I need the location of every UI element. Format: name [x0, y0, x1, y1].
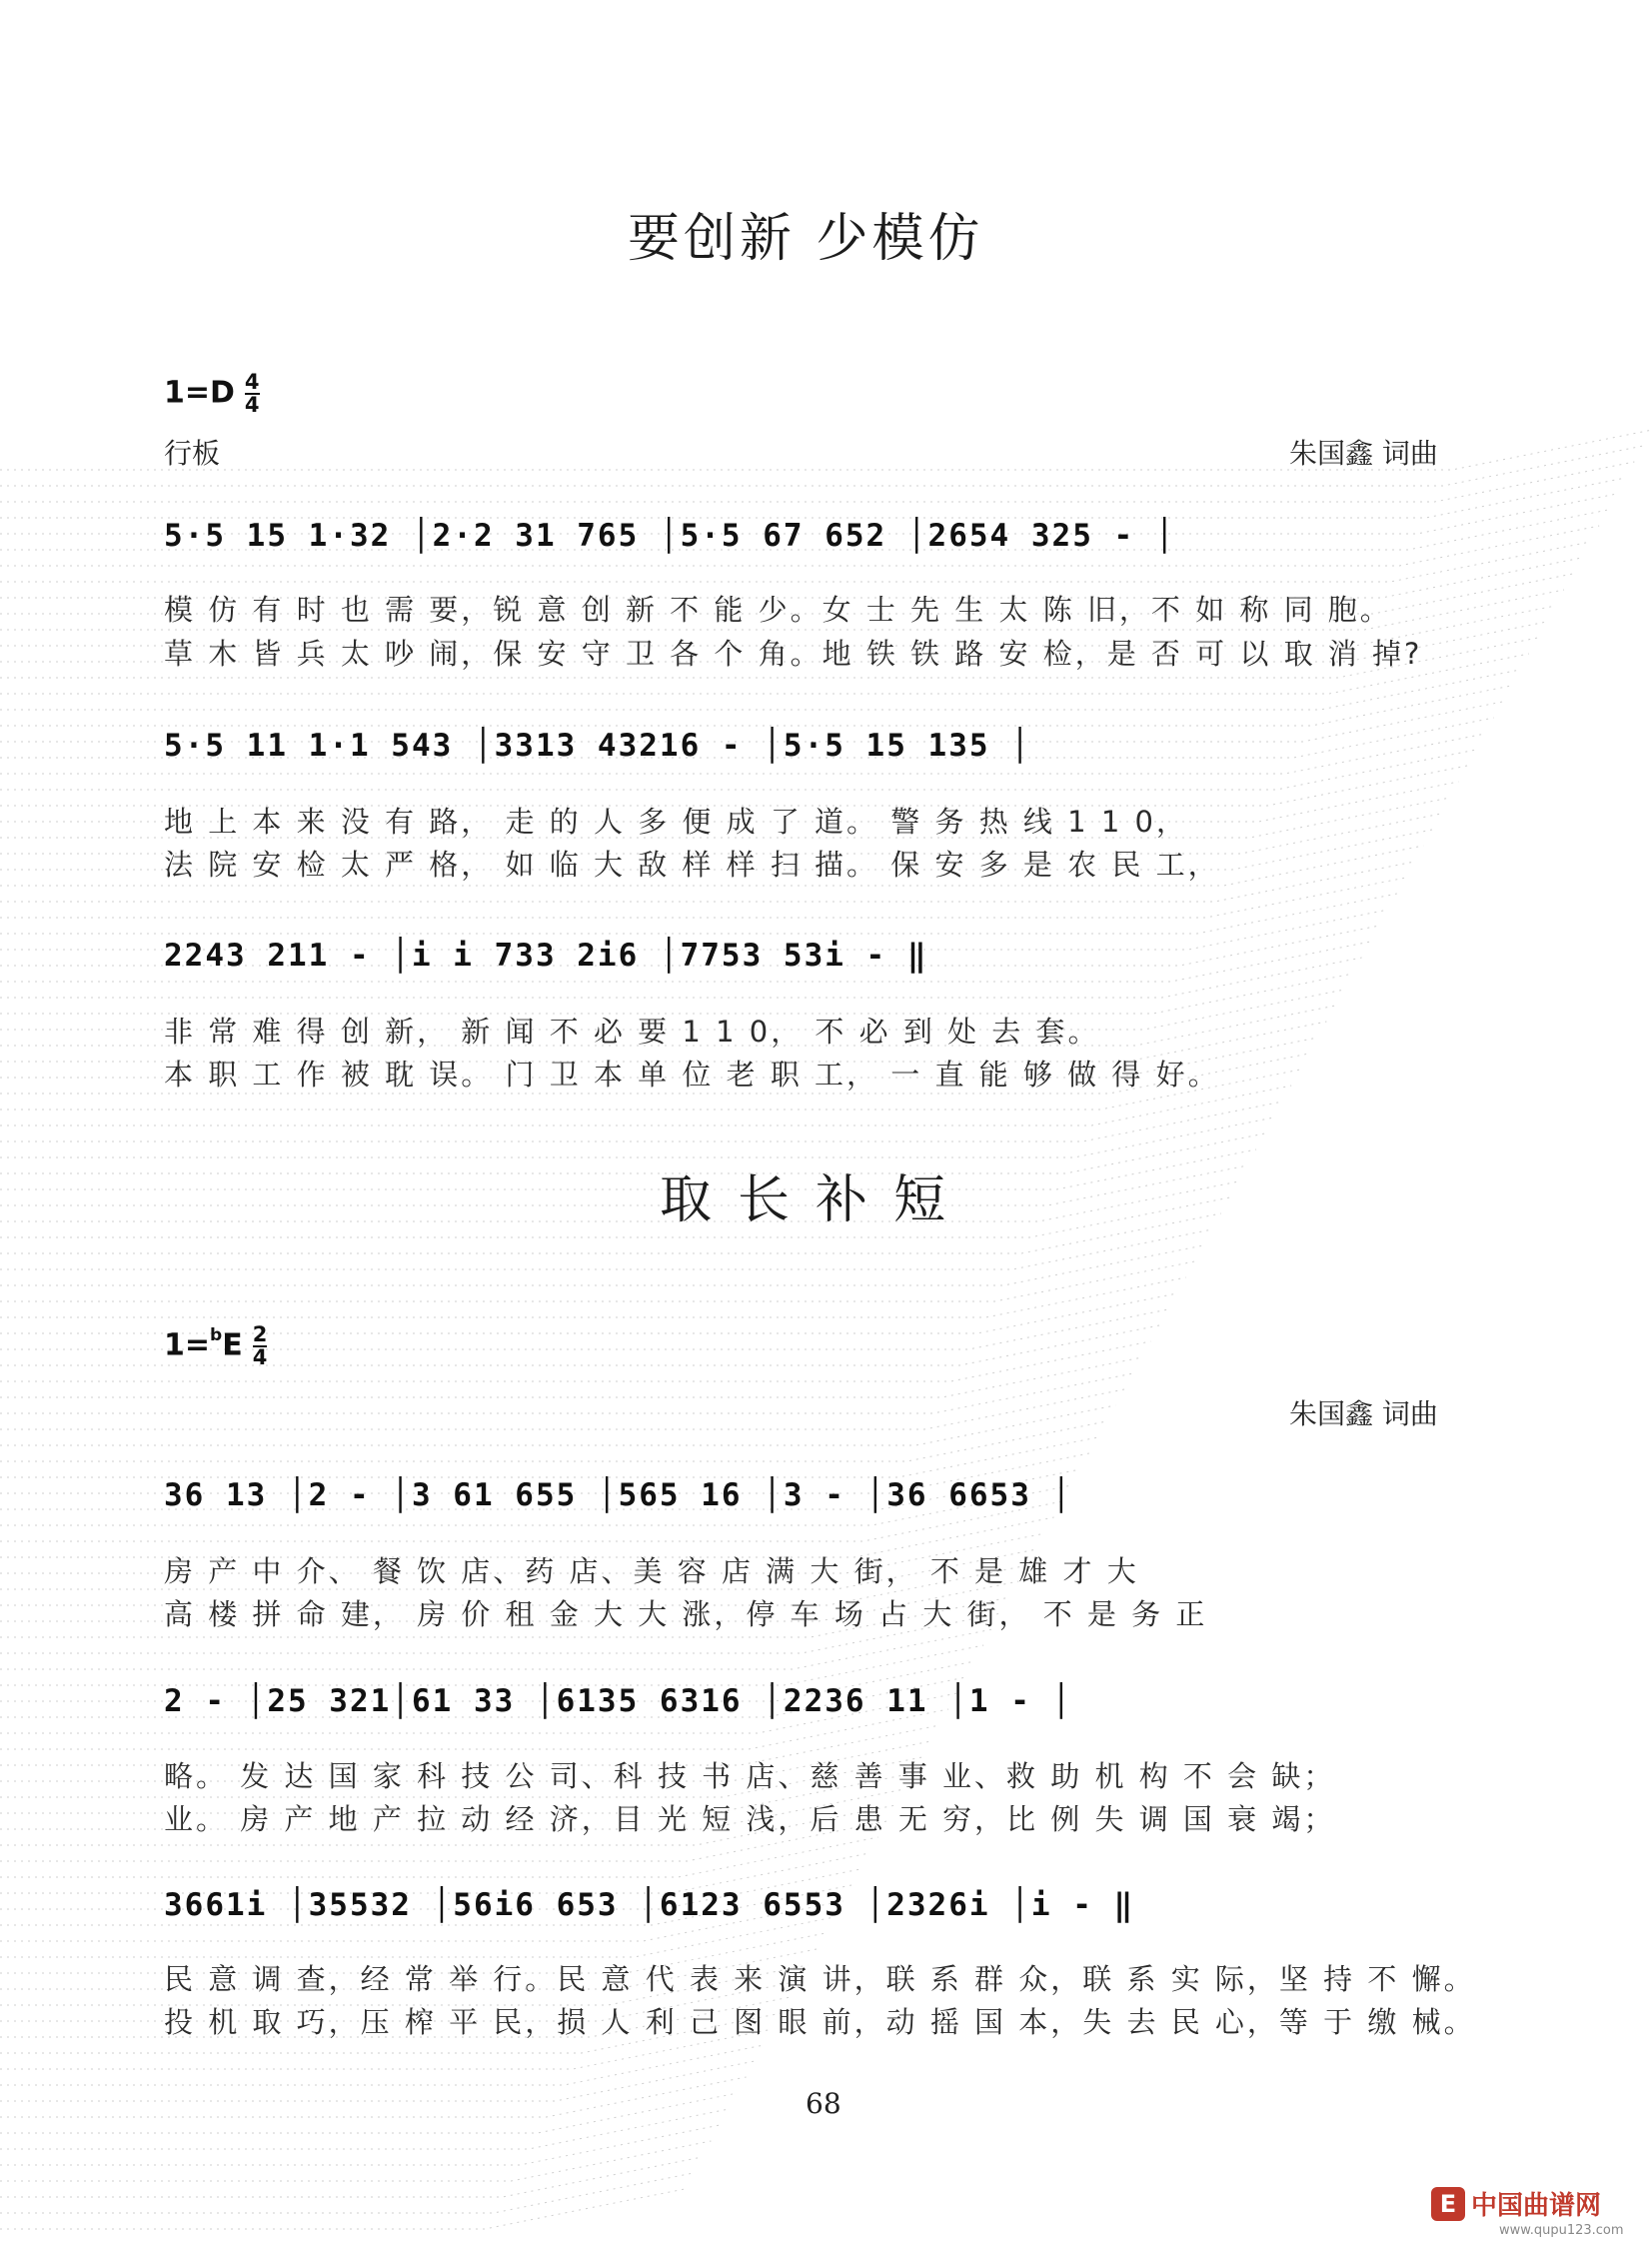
song2-time-signature: $\frac{2}{4}$: [252, 1322, 268, 1369]
song1-author: 朱国鑫 词曲: [1289, 437, 1438, 470]
song1-tempo: 行板: [164, 437, 221, 470]
page-number: 68: [806, 2087, 841, 2120]
song1-line3-lyrics-verse1: 非 常 难 得 创 新， 新 闻 不 必 要 1 1 0， 不 必 到 处 去 套。: [164, 1015, 1100, 1049]
song1-key: 1=D: [164, 375, 235, 411]
song1-line2-lyrics-verse2: 法 院 安 检 太 严 格， 如 临 大 敌 样 样 扫 描。 保 安 多 是 农 民 工，: [164, 848, 1220, 882]
logo-icon: E: [1431, 2187, 1465, 2221]
watermark-url: www.qupu123.com: [1499, 2223, 1624, 2238]
song2-key: 1=: [164, 1327, 211, 1363]
song1-time-signature: $\frac{4}{4}$: [244, 370, 260, 417]
song1-title: 要创新 少模仿: [628, 209, 984, 269]
song1-line1-notes: 5·5 15 1·32 │2·2 31 765 │5·5 67 652 │2654 325 - │: [164, 518, 1176, 554]
song2-line1-notes: 36 13 │2 - │3 61 655 │565 16 │3 - │36 6653 │: [164, 1477, 1073, 1513]
song2-line2-lyrics-verse1: 略。 发 达 国 家 科 技 公 司、科 技 书 店、慈 善 事 业、救 助 机 构 不 会 缺；: [164, 1759, 1336, 1793]
song2-key-note: E: [222, 1327, 243, 1363]
song1-line1-lyrics-verse2: 草 木 皆 兵 太 吵 闹，保 安 守 卫 各 个 角。地 铁 铁 路 安 检，是 否 可 以 取 消 掉?: [164, 637, 1423, 671]
song2-key-flat: b: [210, 1324, 223, 1345]
song2-key-signature: [164, 1324, 267, 1368]
song2-line1-lyrics-verse1: 房 产 中 介、 餐 饮 店、药 店、美 容 店 满 大 街， 不 是 雄 才 大: [164, 1554, 1139, 1588]
song2-line1-lyrics-verse2: 高 楼 拼 命 建， 房 价 租 金 大 大 涨，停 车 场 占 大 街， 不 是 务 正: [164, 1597, 1208, 1631]
song1-line2-notes: 5·5 11 1·1 543 │3313 43216 - │5·5 15 135 │: [164, 728, 1031, 764]
song2-title: 取长补短: [660, 1170, 972, 1230]
song2-line2-notes: 2 - │25 321│61 33 │6135 6316 │2236 11 │1 - │: [164, 1683, 1073, 1719]
watermark-logo: [1431, 2185, 1601, 2222]
song1-line1-lyrics-verse1: 模 仿 有 时 也 需 要，锐 意 创 新 不 能 少。女 士 先 生 太 陈 旧，不 如 称 同 胞。: [164, 593, 1392, 627]
song2-line3-lyrics-verse1: 民 意 调 查，经 常 举 行。民 意 代 表 来 演 讲，联 系 群 众，联 系 实 际，坚 持 不 懈。: [164, 1962, 1476, 1996]
song1-key-signature: [164, 372, 260, 416]
song2-line3-lyrics-verse2: 投 机 取 巧，压 榨 平 民，损 人 利 己 图 眼 前，动 摇 国 本，失 去 民 心，等 于 缴 械。: [164, 2005, 1476, 2039]
song1-line2-lyrics-verse1: 地 上 本 来 没 有 路， 走 的 人 多 便 成 了 道。 警 务 热 线 1 1 0，: [164, 805, 1188, 839]
watermark-name: 中国曲谱网: [1471, 2191, 1602, 2221]
song2-author: 朱国鑫 词曲: [1289, 1397, 1438, 1430]
song2-line2-lyrics-verse2: 业。 房 产 地 产 拉 动 经 济，目 光 短 浅，后 患 无 穷，比 例 失 调 国 衰 竭；: [164, 1802, 1336, 1836]
song1-line3-notes: 2243 211 - │i i 733 2i6 │7753 53i - ‖: [164, 938, 928, 974]
song1-line3-lyrics-verse2: 本 职 工 作 被 耽 误。 门 卫 本 单 位 老 职 工， 一 直 能 够 做 得 好。: [164, 1058, 1220, 1092]
song2-line3-notes: 3661i │35532 │56i6 653 │6123 6553 │2326i │i - ‖: [164, 1887, 1135, 1923]
